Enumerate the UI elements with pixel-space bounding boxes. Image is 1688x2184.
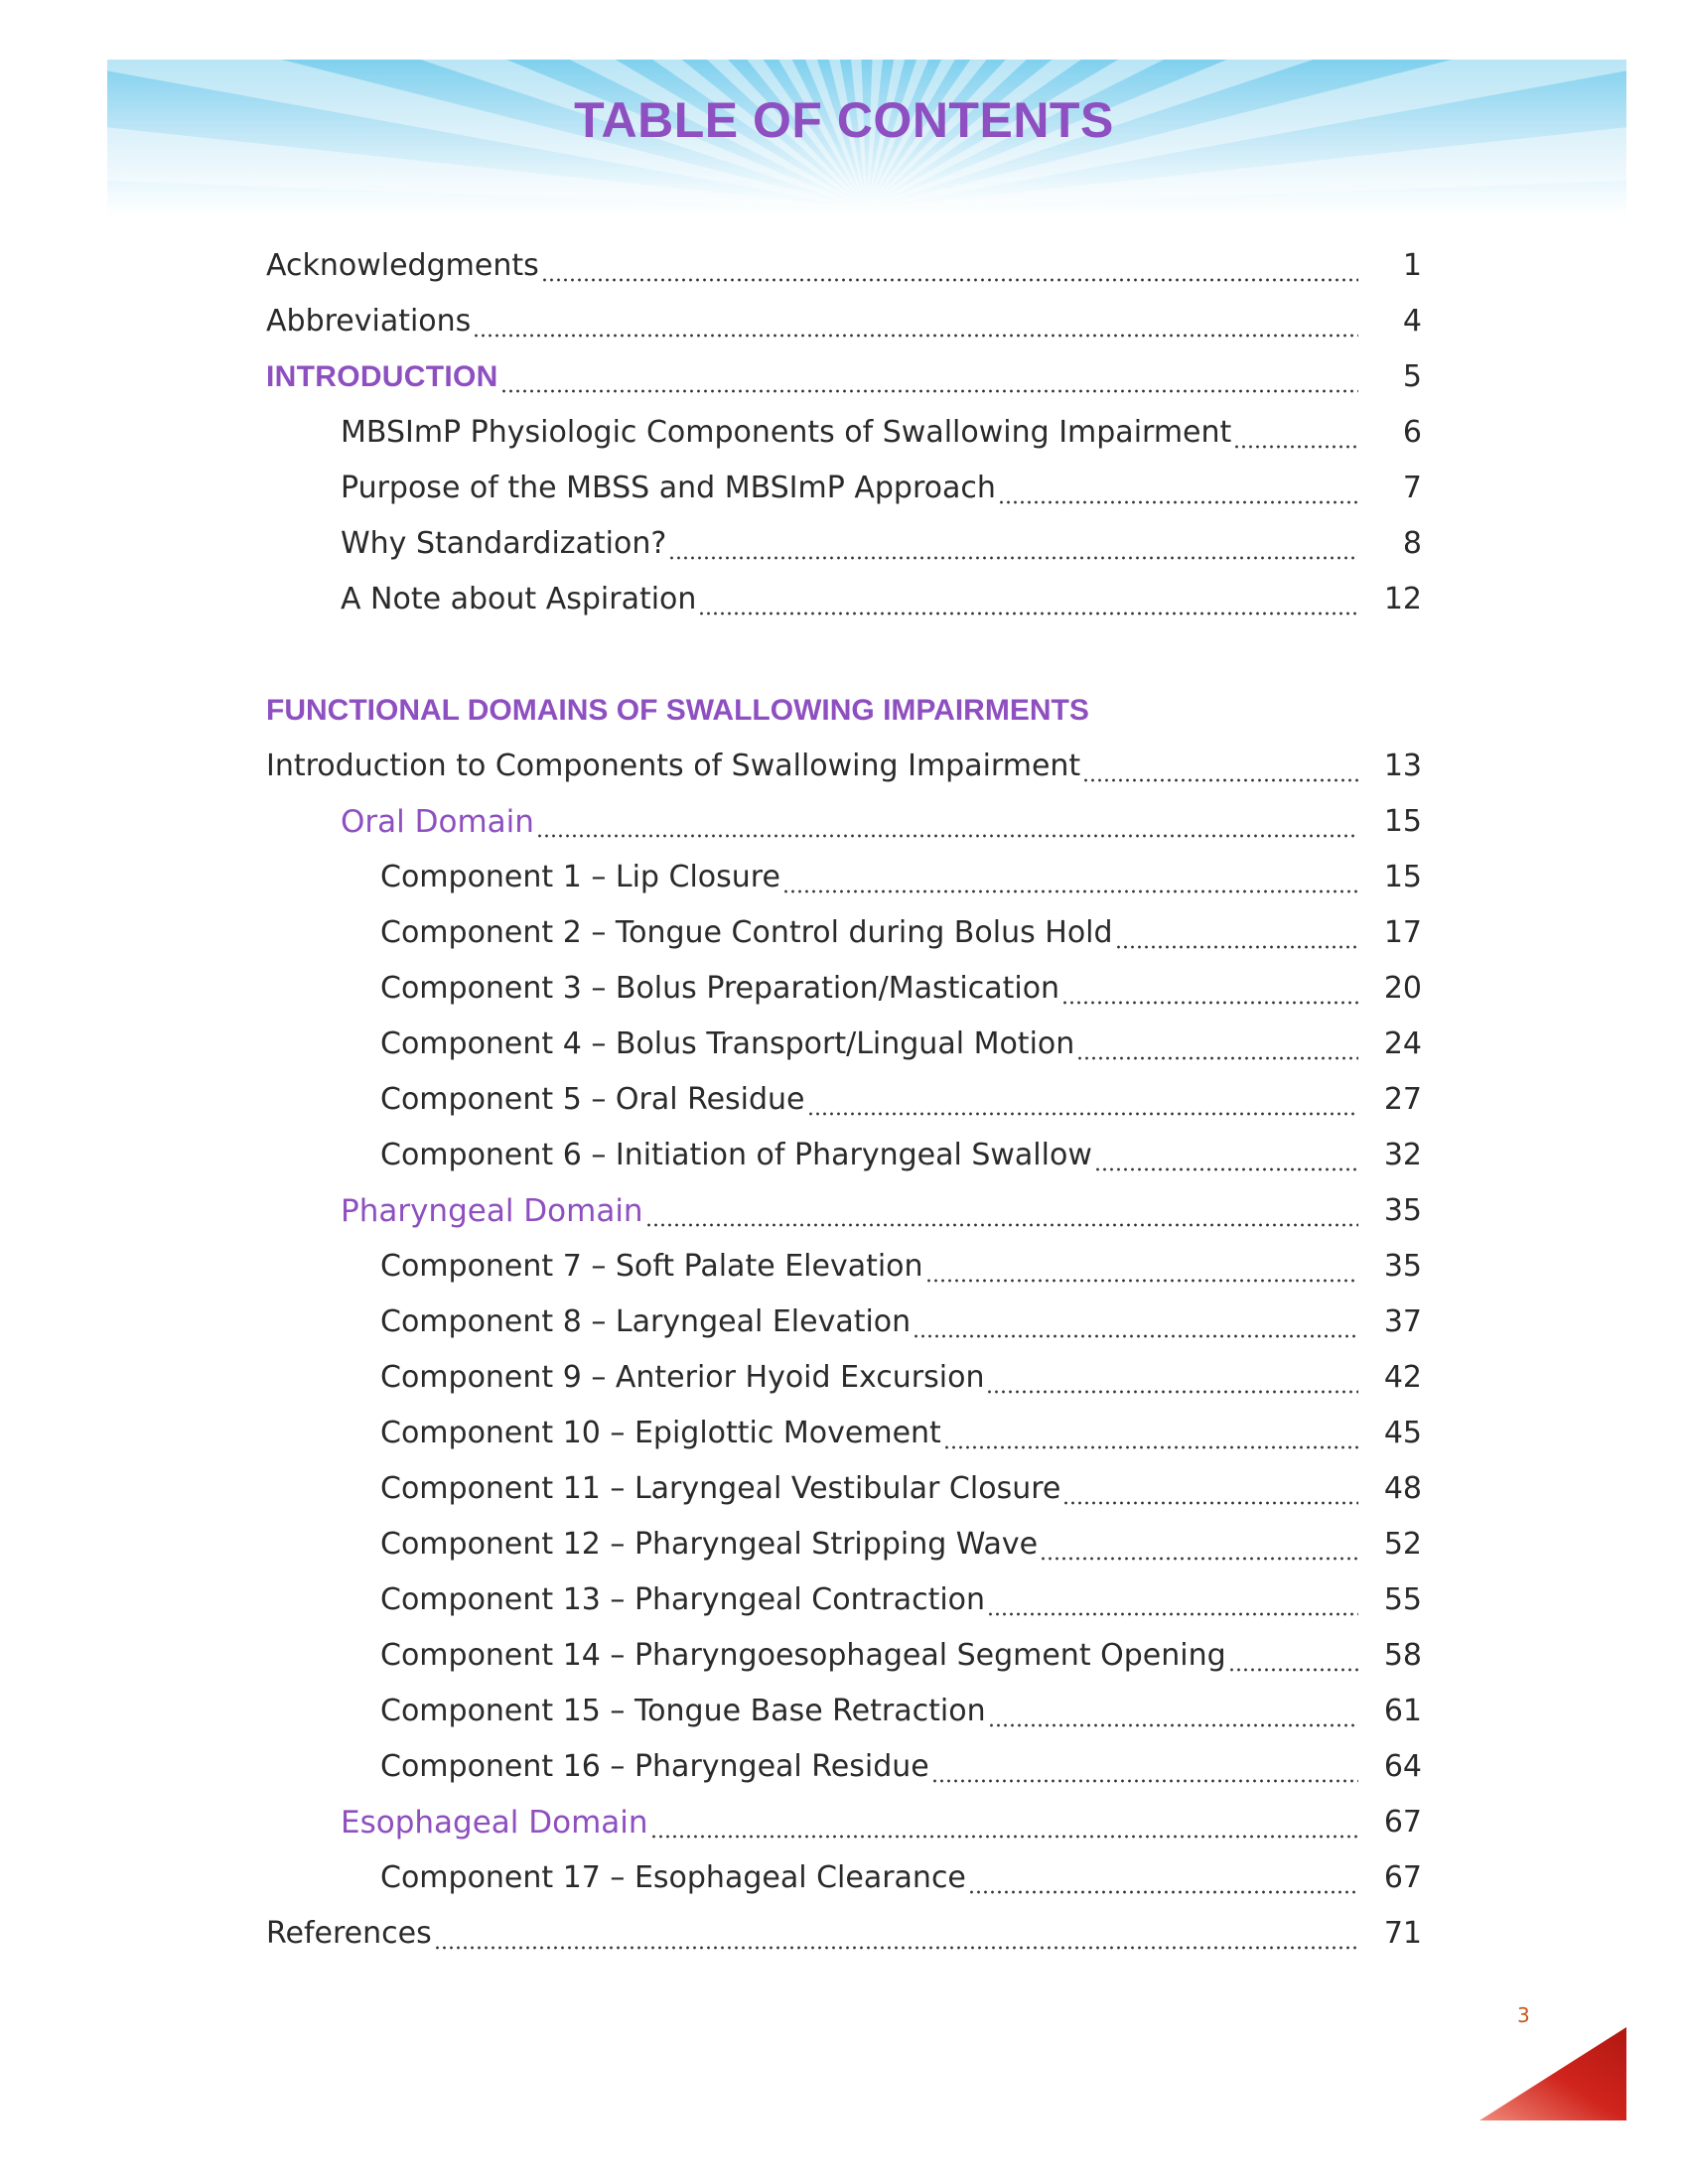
toc-dot-leader — [913, 1334, 1358, 1338]
toc-entry-page-number: 35 — [1383, 1193, 1422, 1228]
toc-entry[interactable] — [0, 1461, 1688, 1517]
toc-entry[interactable] — [0, 961, 1688, 1017]
toc-entry-page-number: 4 — [1402, 304, 1422, 339]
toc-entry[interactable] — [0, 1795, 1688, 1850]
toc-entry-label: Component 6 – Initiation of Pharyngeal Swallow — [380, 1138, 1092, 1172]
toc-dot-leader — [536, 834, 1358, 838]
toc-entry[interactable] — [0, 349, 1688, 405]
toc-entry-page-number: 35 — [1383, 1249, 1422, 1284]
toc-entry-page-number: 48 — [1383, 1471, 1422, 1506]
toc-entry-label: Purpose of the MBSS and MBSImP Approach — [341, 471, 996, 505]
toc-entry[interactable] — [0, 1072, 1688, 1128]
toc-entry-page-number: 58 — [1383, 1638, 1422, 1673]
toc-entry-label: References — [266, 1916, 432, 1951]
toc-entry-label: Component 7 – Soft Palate Elevation — [380, 1249, 923, 1284]
toc-entry-page-number: 15 — [1383, 860, 1422, 894]
toc-entry-label: Esophageal Domain — [341, 1805, 648, 1841]
toc-entry-page-number: 32 — [1383, 1138, 1422, 1172]
toc-entry[interactable] — [0, 1406, 1688, 1461]
toc-entry-page-number: 8 — [1402, 526, 1422, 561]
toc-dot-leader — [931, 1779, 1358, 1783]
toc-entry-label: Component 10 – Epiglottic Movement — [380, 1416, 941, 1450]
toc-entry-page-number: 1 — [1402, 248, 1422, 283]
toc-entry[interactable] — [0, 1517, 1688, 1572]
toc-entry-page-number: 20 — [1383, 971, 1422, 1006]
toc-entry-label: Component 15 – Tongue Base Retraction — [380, 1694, 986, 1728]
toc-dot-leader — [668, 556, 1358, 560]
toc-entry-label: Pharyngeal Domain — [341, 1193, 643, 1229]
toc-entry[interactable] — [0, 1017, 1688, 1072]
toc-dot-leader — [1228, 1668, 1358, 1672]
toc-entry-label: Component 11 – Laryngeal Vestibular Closure — [380, 1471, 1061, 1506]
toc-dot-leader — [1040, 1557, 1358, 1561]
toc-entry[interactable] — [0, 572, 1688, 627]
toc-entry-label: Component 8 – Laryngeal Elevation — [380, 1304, 912, 1339]
toc-entry-page-number: 27 — [1383, 1082, 1422, 1117]
toc-entry[interactable] — [0, 516, 1688, 572]
section-heading-functional-domains: FUNCTIONAL DOMAINS OF SWALLOWING IMPAIRMENTS — [266, 694, 1089, 727]
toc-entry-page-number: 55 — [1383, 1582, 1422, 1617]
toc-entry-page-number: 67 — [1383, 1805, 1422, 1840]
toc-entry-label: Component 12 – Pharyngeal Stripping Wave — [380, 1527, 1039, 1562]
toc-entry-page-number: 52 — [1383, 1527, 1422, 1562]
toc-dot-leader — [925, 1279, 1358, 1283]
toc-entry-label: INTRODUCTION — [266, 360, 498, 393]
toc-entry-label: A Note about Aspiration — [341, 582, 697, 616]
toc-dot-leader — [998, 500, 1358, 504]
toc-entry-label: Component 3 – Bolus Preparation/Mastication — [380, 971, 1060, 1006]
toc-dot-leader — [1082, 778, 1358, 782]
toc-entry-page-number: 64 — [1383, 1749, 1422, 1784]
toc-entry-page-number: 71 — [1383, 1916, 1422, 1951]
toc-entry-label: Component 14 – Pharyngoesophageal Segment Opening — [380, 1638, 1226, 1673]
toc-entry-label: Oral Domain — [341, 804, 534, 840]
toc-dot-leader — [1062, 1501, 1358, 1505]
toc-entry-page-number: 67 — [1383, 1860, 1422, 1895]
toc-dot-leader — [698, 612, 1358, 615]
page-number: 3 — [1517, 2003, 1530, 2027]
toc-entry[interactable] — [0, 1850, 1688, 1906]
toc-entry[interactable] — [0, 405, 1688, 461]
page-title: TABLE OF CONTENTS — [574, 92, 1114, 148]
toc-entry[interactable] — [0, 1684, 1688, 1739]
toc-dot-leader — [986, 1390, 1358, 1394]
toc-dot-leader — [943, 1445, 1358, 1449]
toc-entry[interactable] — [0, 794, 1688, 850]
toc-entry[interactable] — [0, 1128, 1688, 1183]
toc-dot-leader — [473, 334, 1358, 338]
toc-entry-page-number: 12 — [1383, 582, 1422, 616]
toc-entry[interactable] — [0, 1628, 1688, 1684]
toc-entry[interactable] — [0, 1572, 1688, 1628]
toc-dot-leader — [1094, 1167, 1358, 1171]
toc-entry[interactable] — [0, 1239, 1688, 1295]
toc-entry[interactable] — [0, 1906, 1688, 1962]
toc-entry-label: Why Standardization? — [341, 526, 667, 561]
toc-entry-page-number: 61 — [1383, 1694, 1422, 1728]
toc-dot-leader — [434, 1946, 1358, 1950]
toc-entry-label: Component 13 – Pharyngeal Contraction — [380, 1582, 986, 1617]
toc-entry-label: Component 9 – Anterior Hyoid Excursion — [380, 1360, 985, 1395]
corner-triangle-graphic — [1479, 2025, 1628, 2124]
toc-entry-label: Introduction to Components of Swallowing Impairment — [266, 749, 1081, 783]
toc-entry-page-number: 7 — [1402, 471, 1422, 505]
toc-dot-leader — [1061, 1001, 1358, 1005]
toc-entry-label: Component 4 – Bolus Transport/Lingual Motion — [380, 1026, 1075, 1061]
toc-entry-page-number: 13 — [1383, 749, 1422, 783]
toc-entry-label: Component 5 – Oral Residue — [380, 1082, 805, 1117]
toc-entry[interactable] — [0, 850, 1688, 905]
toc-dot-leader — [1076, 1056, 1358, 1060]
toc-entry[interactable] — [0, 1295, 1688, 1350]
toc-dot-leader — [500, 389, 1358, 393]
toc-entry-label: Component 17 – Esophageal Clearance — [380, 1860, 966, 1895]
toc-entry-label: MBSImP Physiologic Components of Swallowing Impairment — [341, 415, 1232, 450]
toc-entry-page-number: 5 — [1402, 359, 1422, 394]
toc-entry-label: Acknowledgments — [266, 248, 539, 283]
toc-entry-page-number: 37 — [1383, 1304, 1422, 1339]
toc-dot-leader — [968, 1890, 1358, 1894]
toc-entry[interactable] — [0, 1350, 1688, 1406]
toc-dot-leader — [645, 1223, 1358, 1227]
toc-entry[interactable] — [0, 1183, 1688, 1239]
toc-dot-leader — [988, 1723, 1358, 1727]
toc-entry-page-number: 6 — [1402, 415, 1422, 450]
toc-entry[interactable] — [0, 238, 1688, 294]
toc-entry-page-number: 24 — [1383, 1026, 1422, 1061]
toc-entry-label: Component 16 – Pharyngeal Residue — [380, 1749, 929, 1784]
toc-dot-leader — [807, 1112, 1358, 1116]
toc-entry-label: Abbreviations — [266, 304, 472, 339]
toc-entry[interactable] — [0, 294, 1688, 349]
toc-entry-page-number: 45 — [1383, 1416, 1422, 1450]
toc-entry-page-number: 15 — [1383, 804, 1422, 839]
toc-dot-leader — [650, 1835, 1358, 1839]
toc-entry[interactable] — [0, 905, 1688, 961]
toc-dot-leader — [1233, 445, 1358, 449]
toc-dot-leader — [987, 1612, 1358, 1616]
toc-entry-label: Component 1 – Lip Closure — [380, 860, 780, 894]
toc-entry-label: Component 2 – Tongue Control during Bolus Hold — [380, 915, 1113, 950]
toc-entry[interactable] — [0, 739, 1688, 794]
toc-entry-page-number: 42 — [1383, 1360, 1422, 1395]
toc-entry[interactable] — [0, 1739, 1688, 1795]
toc-entry[interactable] — [0, 461, 1688, 516]
toc-entry-page-number: 17 — [1383, 915, 1422, 950]
toc-dot-leader — [1115, 945, 1358, 949]
toc-dot-leader — [782, 889, 1358, 893]
toc-dot-leader — [541, 278, 1358, 282]
